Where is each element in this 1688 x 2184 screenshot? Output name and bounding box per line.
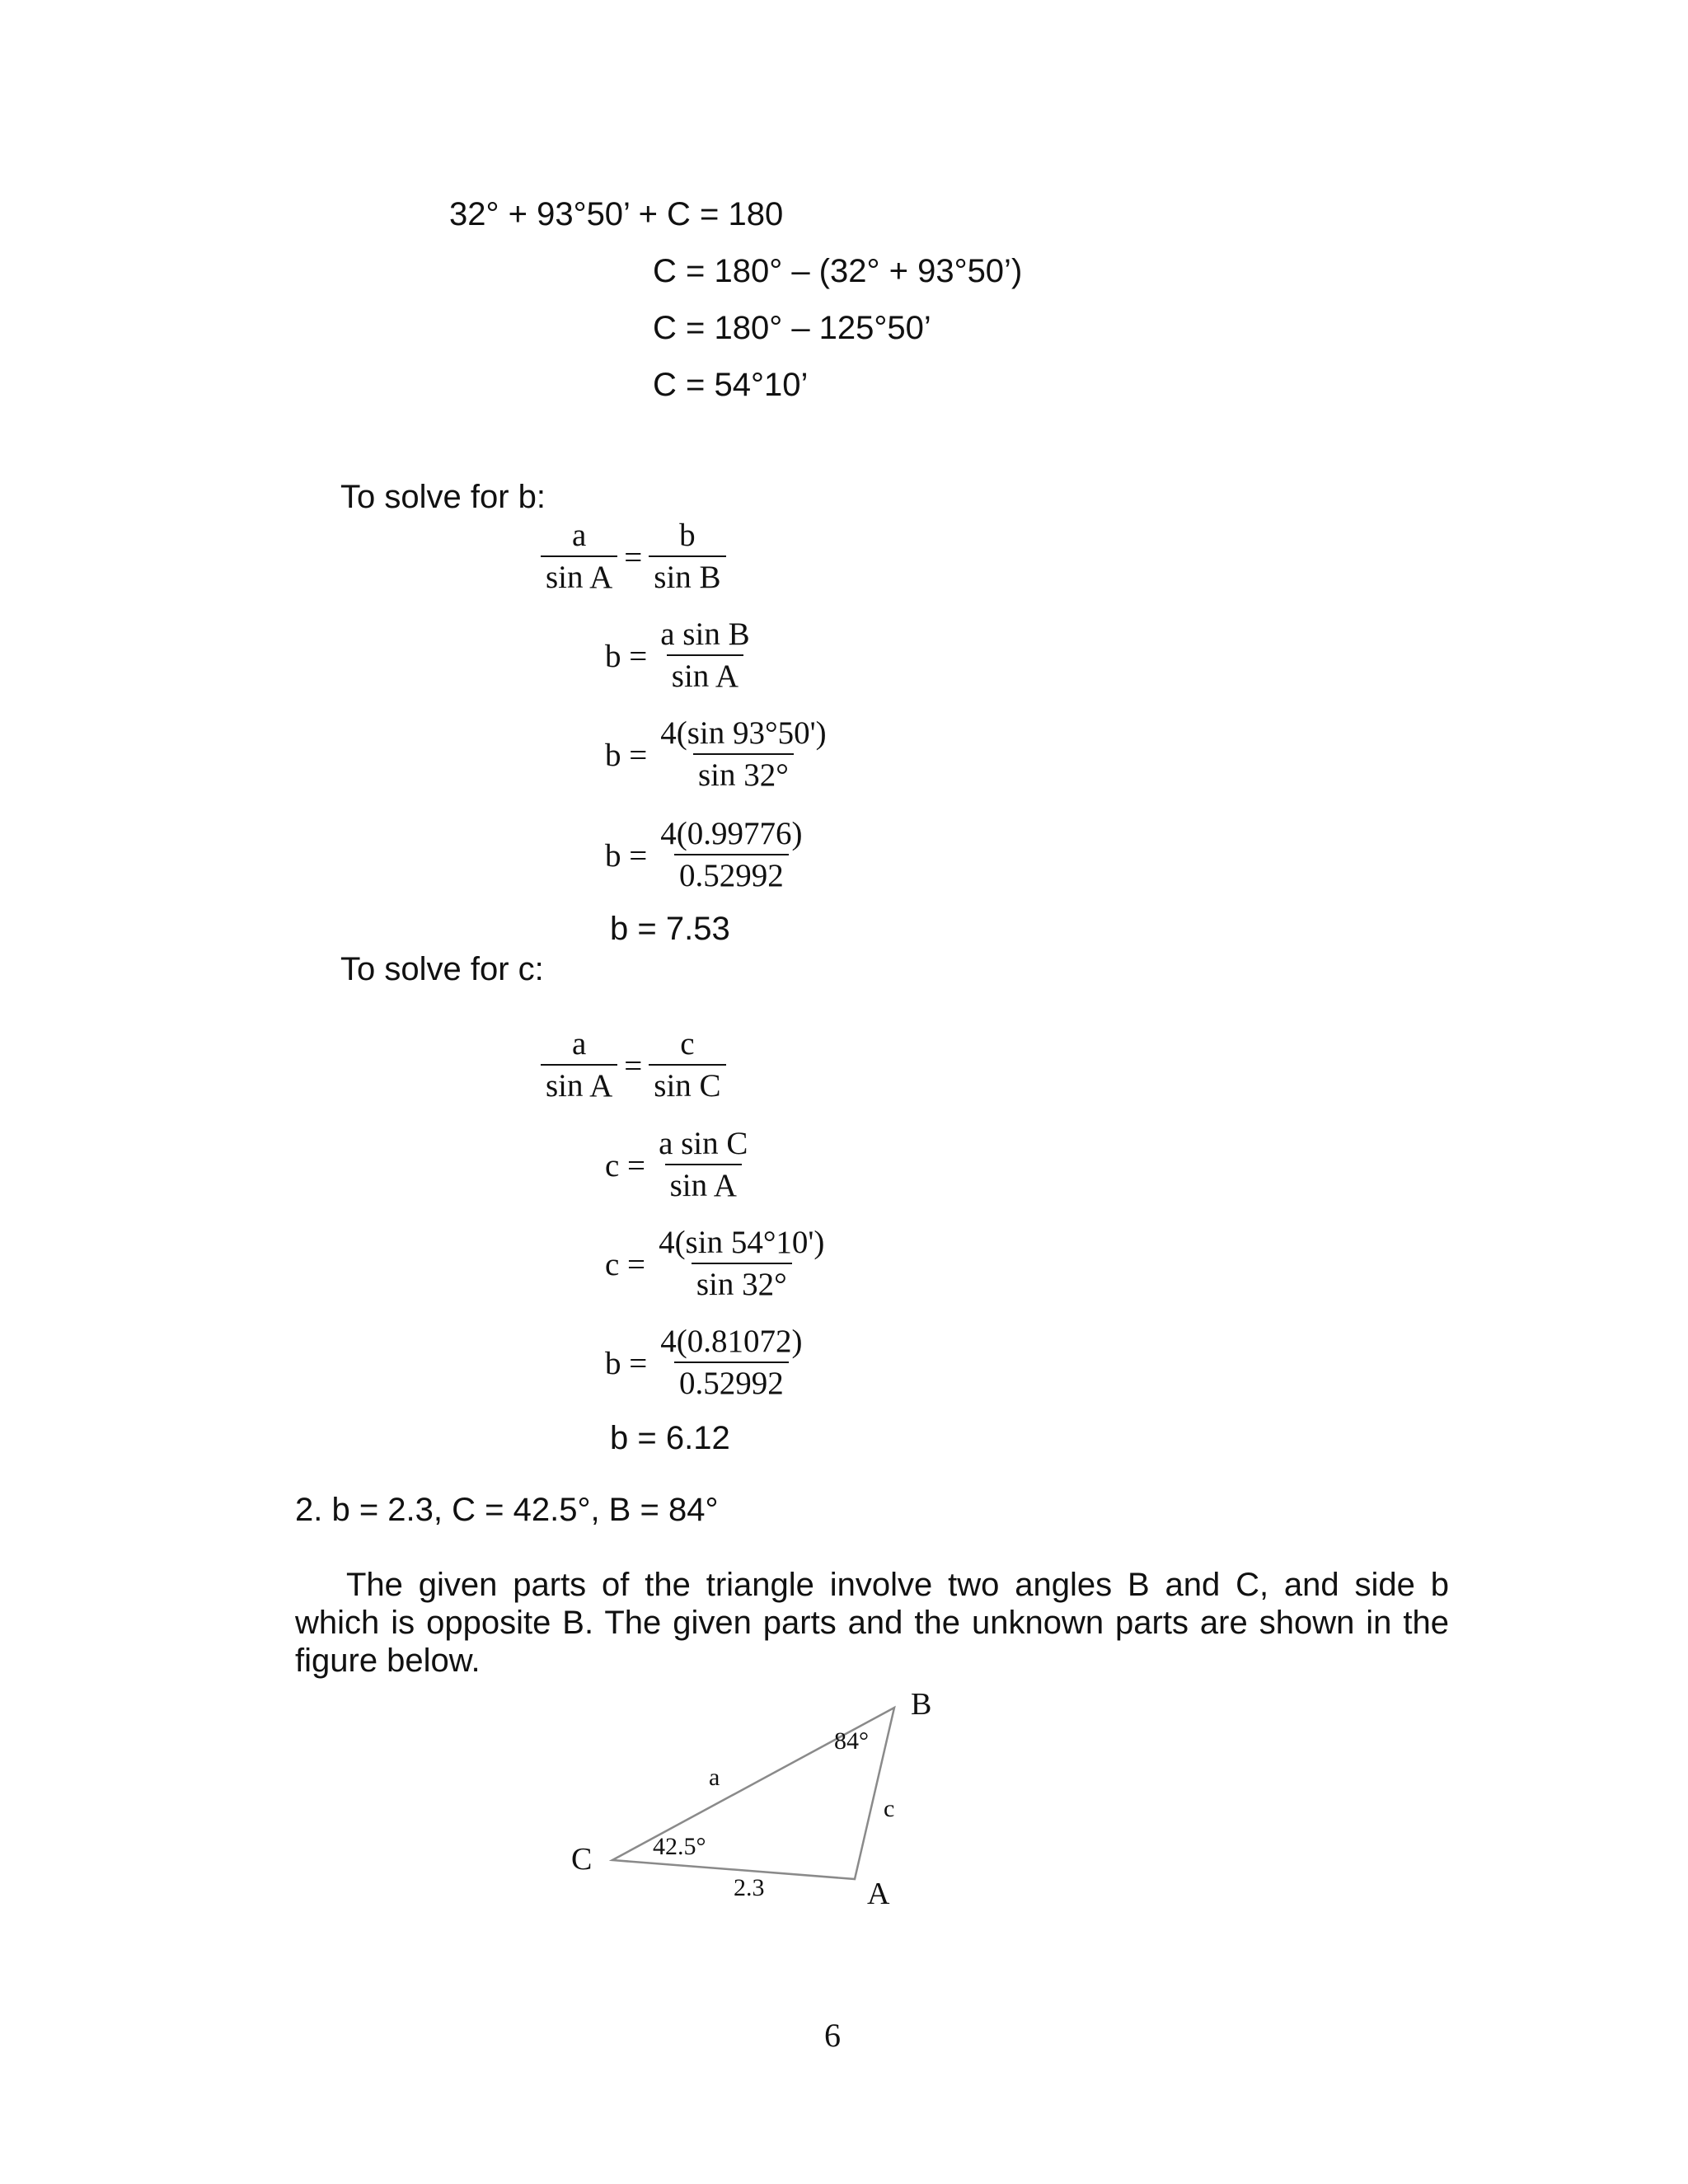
fraction (541, 518, 617, 597)
fraction (541, 1026, 617, 1105)
denominator: sin A (541, 1064, 617, 1105)
solve-c-step-4 (605, 1324, 807, 1403)
numerator: 4(sin 54°10') (659, 1225, 825, 1260)
paragraph-text: The given parts of the triangle involve two angles B and C, and side b which is opposite B. The given parts and the unknown parts are shown in the figure below. (295, 1567, 1449, 1679)
numerator: 4(0.81072) (660, 1324, 803, 1359)
denominator: sin B (649, 555, 725, 597)
denominator: sin A (665, 1164, 742, 1205)
equation-lhs: c = (605, 1147, 646, 1183)
solve-c-step-2 (605, 1126, 753, 1205)
numerator: a (571, 1026, 587, 1062)
numerator: a sin C (659, 1126, 748, 1161)
equation-lhs: b = (605, 1345, 648, 1381)
vertex-label-c: C (571, 1842, 593, 1877)
angle-sum-line-2: C = 180° – (32° + 93°50’) (653, 253, 1023, 289)
denominator: sin 32° (693, 753, 794, 794)
solve-b-step-3 (605, 715, 832, 794)
denominator: sin 32° (692, 1263, 792, 1304)
side-label-b: 2.3 (734, 1874, 765, 1901)
solve-c-result: b = 6.12 (610, 1420, 730, 1456)
denominator: sin A (541, 555, 617, 597)
solve-b-proportion (541, 518, 726, 597)
equals-sign: = (624, 539, 643, 575)
angle-label-b: 84° (834, 1727, 869, 1755)
numerator: 4(0.99776) (660, 816, 803, 851)
side-label-a: a (709, 1764, 720, 1791)
denominator: sin C (649, 1064, 725, 1105)
numerator: a (571, 518, 587, 553)
denominator: 0.52992 (674, 1361, 789, 1403)
numerator: a sin B (660, 616, 750, 652)
denominator: sin A (667, 654, 743, 696)
fraction (655, 715, 831, 794)
fraction (649, 518, 725, 597)
triangle-figure (560, 1687, 989, 1961)
angle-sum-line-4: C = 54°10’ (653, 367, 809, 403)
solve-b-heading: To solve for b: (340, 479, 546, 515)
equals-sign: = (624, 1047, 643, 1084)
numerator: 4(sin 93°50') (660, 715, 827, 751)
denominator: 0.52992 (674, 854, 789, 895)
equation-lhs: b = (605, 737, 648, 773)
solve-c-proportion (541, 1026, 726, 1105)
solve-c-heading: To solve for c: (340, 951, 544, 987)
angle-sum-line-1: 32° + 93°50’ + C = 180 (449, 196, 784, 232)
vertex-label-b: B (911, 1687, 932, 1722)
fraction (655, 1324, 807, 1403)
solve-c-step-3 (605, 1225, 829, 1304)
equation-lhs: b = (605, 638, 648, 674)
page-number: 6 (824, 2017, 841, 2054)
problem-2-statement: 2. b = 2.3, C = 42.5°, B = 84° (295, 1492, 719, 1528)
solve-b-step-4 (605, 816, 807, 895)
fraction (649, 1026, 725, 1105)
triangle-diagram (560, 1690, 989, 1961)
fraction (655, 816, 807, 895)
fraction (655, 616, 754, 696)
fraction (654, 1126, 753, 1205)
equation-lhs: c = (605, 1246, 646, 1282)
solve-b-step-2 (605, 616, 755, 696)
fraction (654, 1225, 829, 1304)
numerator: b (679, 518, 696, 553)
angle-label-c: 42.5° (653, 1833, 706, 1860)
equation-lhs: b = (605, 837, 648, 874)
angle-sum-line-3: C = 180° – 125°50’ (653, 310, 931, 346)
numerator: c (680, 1026, 695, 1062)
solve-b-result: b = 7.53 (610, 911, 730, 947)
problem-2-paragraph (295, 1566, 1449, 1680)
side-label-c: c (884, 1795, 895, 1822)
vertex-label-a: A (867, 1877, 890, 1911)
